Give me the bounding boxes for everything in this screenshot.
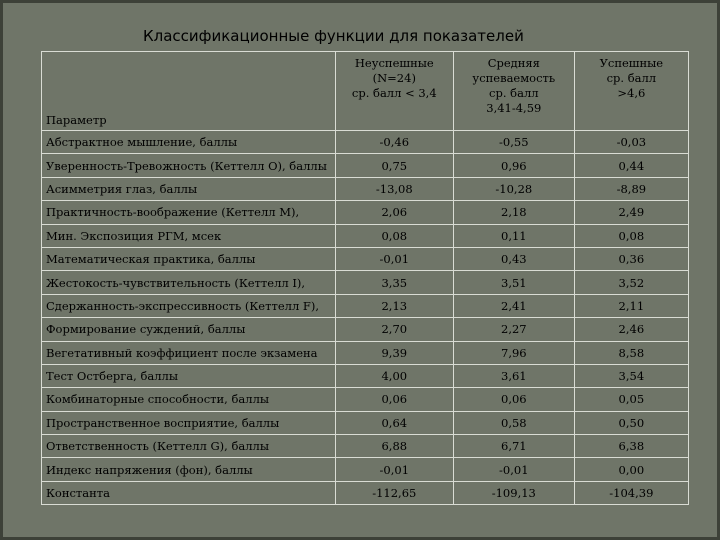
value-average: 0,43 [453, 247, 574, 270]
value-successful: 0,08 [574, 224, 688, 247]
table-row [42, 364, 689, 387]
value-successful: 2,11 [574, 294, 688, 317]
row-label: Практичность-воображение (Кеттелл M), [42, 201, 336, 224]
col-unsuccessful-header: Неуспешные (N=24) ср. балл < 3,4 [335, 52, 453, 131]
row-label: Вегетативный коэффициент после экзамена [42, 341, 336, 364]
value-average: 2,18 [453, 201, 574, 224]
value-unsuccessful: 2,70 [335, 318, 453, 341]
value-successful: 0,44 [574, 154, 688, 177]
row-label: Пространственное восприятие, баллы [42, 411, 336, 434]
value-unsuccessful: 3,35 [335, 271, 453, 294]
value-unsuccessful: 2,06 [335, 201, 453, 224]
value-average: 0,06 [453, 388, 574, 411]
classification-table [41, 51, 689, 505]
value-unsuccessful: 0,64 [335, 411, 453, 434]
value-average: 0,11 [453, 224, 574, 247]
row-label: Уверенность-Тревожность (Кеттелл O), баллы [42, 154, 336, 177]
row-label: Жестокость-чувствительность (Кеттелл I), [42, 271, 336, 294]
row-label: Мин. Экспозиция РГМ, мсек [42, 224, 336, 247]
row-label: Комбинаторные способности, баллы [42, 388, 336, 411]
value-successful: 3,54 [574, 364, 688, 387]
table-row [42, 318, 689, 341]
value-average: 2,41 [453, 294, 574, 317]
row-label: Ответственность (Кеттелл G), баллы [42, 435, 336, 458]
value-average: 0,96 [453, 154, 574, 177]
row-label: Константа [42, 481, 336, 504]
table-row [42, 388, 689, 411]
row-label: Индекс напряжения (фон), баллы [42, 458, 336, 481]
table-row [42, 177, 689, 200]
table-row [42, 294, 689, 317]
value-unsuccessful: 0,06 [335, 388, 453, 411]
slide-title: Классификационные функции для показателей [143, 27, 524, 45]
value-average: -109,13 [453, 481, 574, 504]
value-successful: 6,38 [574, 435, 688, 458]
value-successful: -104,39 [574, 481, 688, 504]
value-unsuccessful: -112,65 [335, 481, 453, 504]
value-successful: 2,46 [574, 318, 688, 341]
row-label: Сдержанность-экспрессивность (Кеттелл F), [42, 294, 336, 317]
table-row [42, 201, 689, 224]
col-successful-header: Успешные ср. балл >4,6 [574, 52, 688, 131]
table-row [42, 458, 689, 481]
value-average: 0,58 [453, 411, 574, 434]
col-average-header: Средняя успеваемость ср. балл 3,41-4,59 [453, 52, 574, 131]
value-average: 3,61 [453, 364, 574, 387]
value-unsuccessful: -0,46 [335, 131, 453, 154]
table-row [42, 271, 689, 294]
value-average: -10,28 [453, 177, 574, 200]
table-row [42, 435, 689, 458]
value-unsuccessful: -0,01 [335, 458, 453, 481]
value-successful: 0,00 [574, 458, 688, 481]
value-successful: -8,89 [574, 177, 688, 200]
value-successful: 2,49 [574, 201, 688, 224]
value-average: -0,01 [453, 458, 574, 481]
value-unsuccessful: 0,75 [335, 154, 453, 177]
row-label: Формирование суждений, баллы [42, 318, 336, 341]
value-successful: 8,58 [574, 341, 688, 364]
value-unsuccessful: 9,39 [335, 341, 453, 364]
row-label: Математическая практика, баллы [42, 247, 336, 270]
table-row [42, 341, 689, 364]
value-unsuccessful: 6,88 [335, 435, 453, 458]
value-average: 7,96 [453, 341, 574, 364]
value-average: 2,27 [453, 318, 574, 341]
table-row [42, 224, 689, 247]
value-unsuccessful: -13,08 [335, 177, 453, 200]
value-successful: -0,03 [574, 131, 688, 154]
table-row [42, 411, 689, 434]
value-average: -0,55 [453, 131, 574, 154]
row-label: Асимметрия глаз, баллы [42, 177, 336, 200]
table-row [42, 154, 689, 177]
value-unsuccessful: 4,00 [335, 364, 453, 387]
value-average: 3,51 [453, 271, 574, 294]
value-successful: 3,52 [574, 271, 688, 294]
table-row [42, 131, 689, 154]
value-successful: 0,05 [574, 388, 688, 411]
table-row [42, 481, 689, 504]
row-label: Тест Остберга, баллы [42, 364, 336, 387]
value-unsuccessful: 2,13 [335, 294, 453, 317]
value-unsuccessful: 0,08 [335, 224, 453, 247]
value-successful: 0,50 [574, 411, 688, 434]
value-unsuccessful: -0,01 [335, 247, 453, 270]
param-header: Параметр [42, 52, 336, 131]
row-label: Абстрактное мышление, баллы [42, 131, 336, 154]
table-body [42, 131, 689, 505]
value-average: 6,71 [453, 435, 574, 458]
value-successful: 0,36 [574, 247, 688, 270]
table-row [42, 247, 689, 270]
table-header-row [42, 52, 689, 131]
